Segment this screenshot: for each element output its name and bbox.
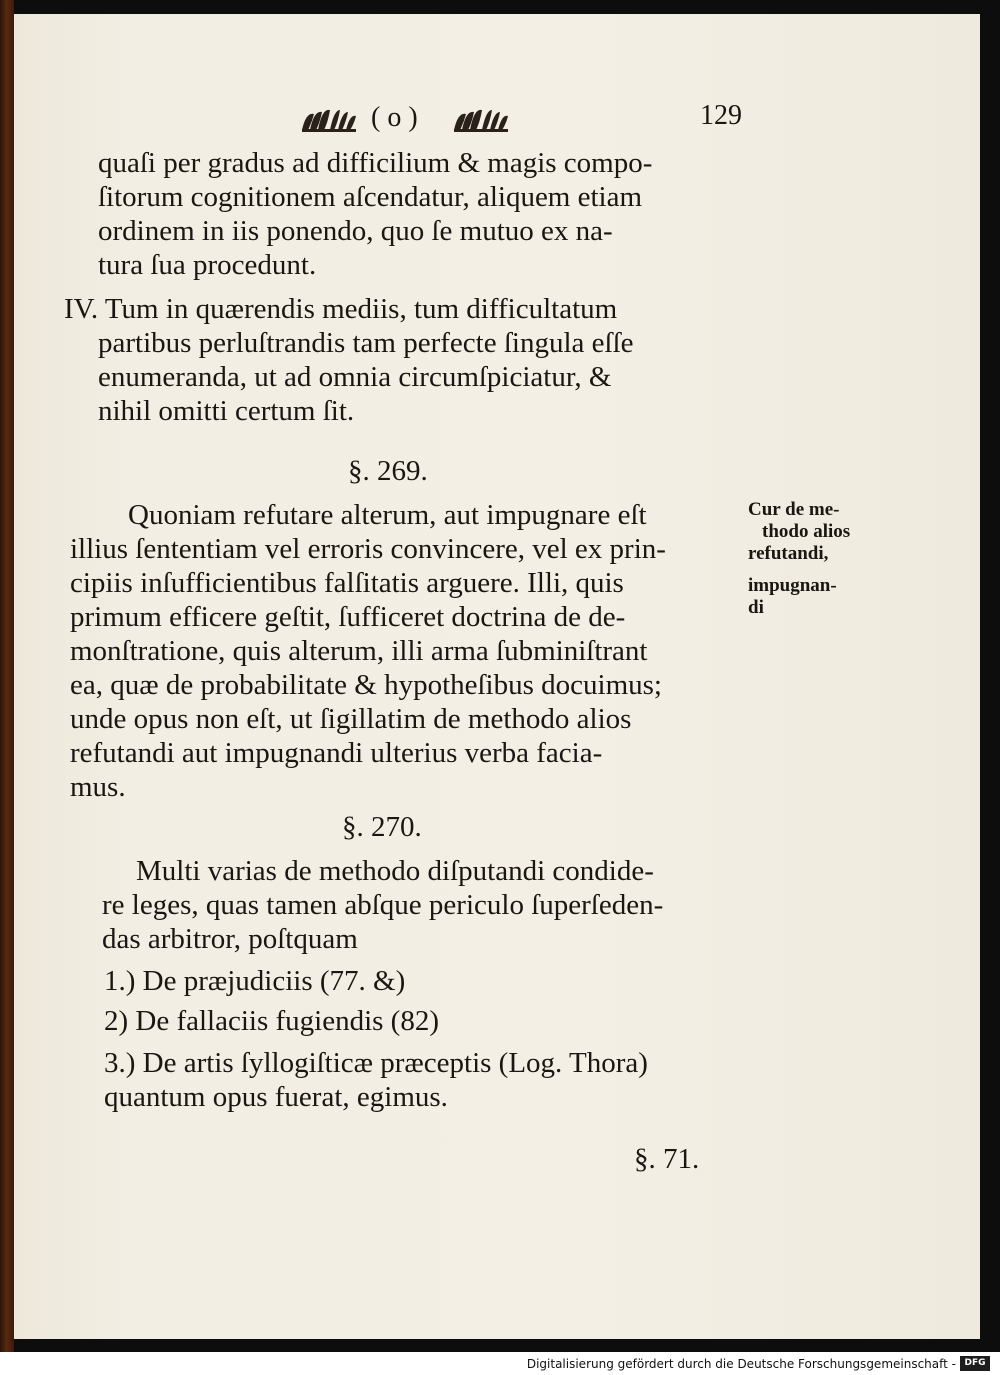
list-item: 2) De fallaciis fugiendis (82) <box>104 1005 440 1037</box>
section-heading: §. 270. <box>342 811 422 843</box>
list-item: 3.) De artis ſyllogiſticæ præceptis (Log. Thora) <box>104 1047 648 1079</box>
text-line: primum efficere geſtit, ſufficeret doctrina de de- <box>70 601 626 633</box>
footer-credit: Digitalisierung gefördert durch die Deutsche Forschungsgemeinschaft - <box>526 1357 956 1371</box>
book-page <box>14 14 980 1339</box>
margin-note-line: impugnan- <box>748 575 837 596</box>
book-spine-edge <box>0 0 14 1352</box>
text-line: illius ſententiam vel erroris convincere, vel ex prin- <box>70 533 666 565</box>
margin-note-line: thodo alios <box>762 521 851 542</box>
digitization-footer <box>0 1352 1000 1375</box>
text-line: quantum opus fuerat, egimus. <box>104 1081 448 1113</box>
text-line: unde opus non eſt, ut ſigillatim de methodo alios <box>70 703 632 735</box>
text-line: IV. Tum in quærendis mediis, tum difficultatum <box>64 293 618 325</box>
text-line: re leges, quas tamen abſque periculo ſuperſeden- <box>102 889 664 921</box>
text-line: quaſi per gradus ad difficilium & magis compo- <box>98 147 653 179</box>
ornament-flourish-icon <box>452 104 510 134</box>
text-line: nihil omitti certum ſit. <box>98 395 355 427</box>
text-line: refutandi aut impugnandi ulterius verba facia- <box>70 737 603 769</box>
text-line: cipiis inſufficientibus falſitatis arguere. Illi, quis <box>70 567 624 599</box>
running-head-center: ( o ) <box>371 102 418 133</box>
page-number: 129 <box>700 100 742 131</box>
text-line: Quoniam refutare alterum, aut impugnare eſt <box>128 499 647 531</box>
text-line: ea, quæ de probabilitate & hypotheſibus docuimus; <box>70 669 662 701</box>
text-line: partibus perluſtrandis tam perfecte ſingula eſſe <box>98 327 634 359</box>
text-line: ordinem in iis ponendo, quo ſe mutuo ex na- <box>98 215 613 247</box>
margin-note-line: di <box>748 597 764 618</box>
text-line: monſtratione, quis alterum, illi arma ſubminiſtrant <box>70 635 648 667</box>
text-line: tura ſua procedunt. <box>98 249 317 281</box>
ornament-flourish-icon <box>300 104 358 134</box>
text-line: das arbitror, poſtquam <box>102 923 358 955</box>
text-line: mus. <box>70 771 126 803</box>
text-line: ſitorum cognitionem aſcendatur, aliquem etiam <box>98 181 643 213</box>
dfg-logo: DFG <box>960 1356 990 1371</box>
margin-note-line: refutandi, <box>748 543 829 564</box>
text-line: enumeranda, ut ad omnia circumſpiciatur, & <box>98 361 612 393</box>
list-item: 1.) De præjudiciis (77. &) <box>104 965 406 997</box>
text-line: Multi varias de methodo diſputandi condide- <box>136 855 654 887</box>
margin-note-line: Cur de me- <box>748 499 840 520</box>
section-heading: §. 269. <box>348 455 428 487</box>
catchword: §. 71. <box>634 1143 700 1175</box>
